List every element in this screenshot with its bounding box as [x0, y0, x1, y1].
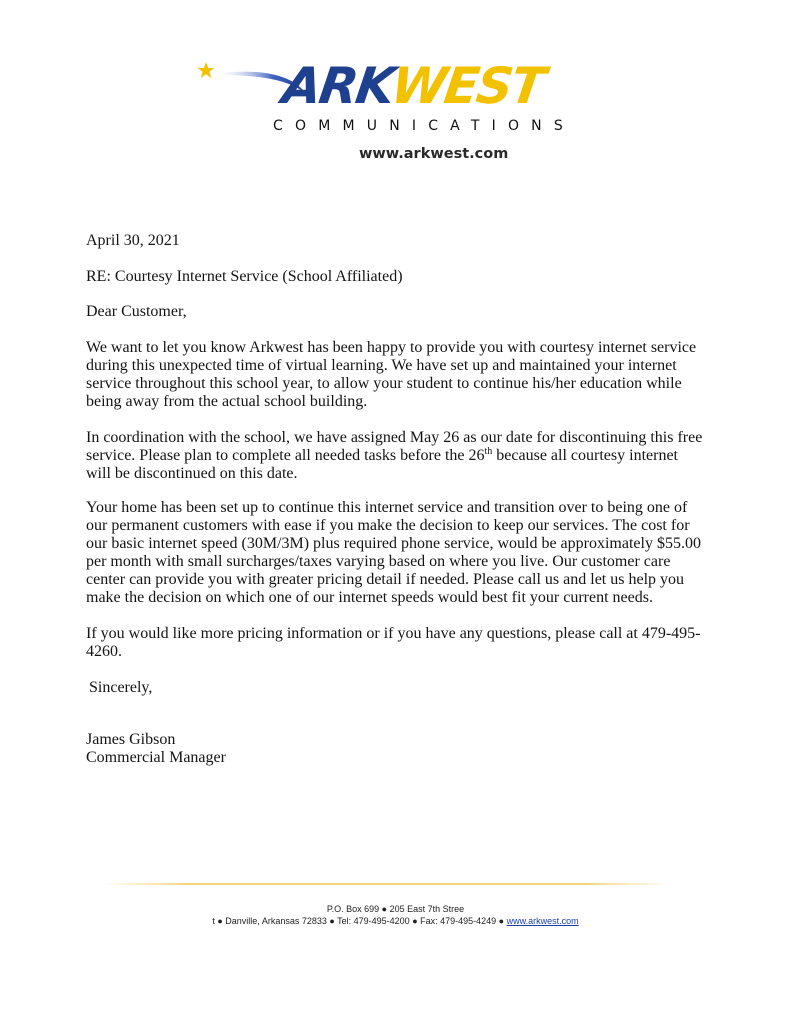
- letter-date: April 30, 2021: [86, 232, 180, 249]
- paragraph-line: 4260.: [86, 643, 122, 660]
- paragraph-line: center can provide you with greater pricing detail if needed. Please call us and let us help you: [86, 571, 685, 588]
- paragraph-1: [86, 339, 706, 411]
- footer-address: P.O. Box 699 ● 205 East 7th Stree: [326, 904, 465, 914]
- signer-name: James Gibson: [86, 731, 176, 748]
- paragraph-line: make the decision on which one of our internet speeds would best fit your current needs.: [86, 589, 653, 606]
- salutation: Dear Customer,: [86, 303, 187, 320]
- paragraph-line: We want to let you know Arkwest has been happy to provide you with courtesy internet service: [86, 339, 697, 356]
- paragraph-line: our basic internet speed (30M/3M) plus required phone service, would be approximately $55.00: [86, 535, 701, 552]
- paragraph-line: per month with small surcharges/taxes varying based on where you live. Our customer care: [86, 553, 671, 570]
- paragraph-line: being away from the actual school building.: [86, 393, 368, 410]
- footer-contact: t ● Danville, Arkansas 72833 ● Tel: 479-495-4200 ● Fax: 479-495-4249 ● www.arkwest.com: [212, 916, 579, 926]
- paragraph-3: [86, 499, 706, 607]
- paragraph-line: during this unexpected time of virtual learning. We have set up and maintained your internet: [86, 357, 677, 374]
- closing: Sincerely,: [89, 679, 153, 696]
- footer-website-link[interactable]: www.arkwest.com: [506, 916, 579, 926]
- star-icon: [198, 62, 215, 78]
- paragraph-line: In coordination with the school, we have assigned May 26 as our date for discontinuing this free: [86, 429, 703, 446]
- paragraph-line: If you would like more pricing information or if you have any questions, please call at 479-495-: [86, 625, 701, 642]
- paragraph-line: service. Please plan to complete all needed tasks before the 26th because all courtesy internet: [86, 446, 678, 464]
- paragraph-line: our permanent customers with ease if you make the decision to keep our services. The cost for: [86, 517, 690, 534]
- paragraph-line: service throughout this school year, to allow your student to continue his/her education while: [86, 375, 682, 392]
- arkwest-logo: [195, 56, 585, 140]
- logo-tagline: COMMUNICATIONS: [273, 118, 575, 134]
- signer-title: Commercial Manager: [86, 749, 226, 766]
- paragraph-line: Your home has been set up to continue this internet service and transition over to being one of: [86, 499, 688, 516]
- subject-line: RE: Courtesy Internet Service (School Affiliated): [86, 268, 403, 285]
- logo-wordmark: ARKWEST: [278, 57, 548, 115]
- website-url: www.arkwest.com: [359, 146, 509, 162]
- paragraph-4: [86, 625, 706, 661]
- paragraph-line: will be discontinued on this date.: [86, 465, 298, 482]
- footer-divider: [104, 883, 670, 885]
- paragraph-2: [86, 429, 706, 483]
